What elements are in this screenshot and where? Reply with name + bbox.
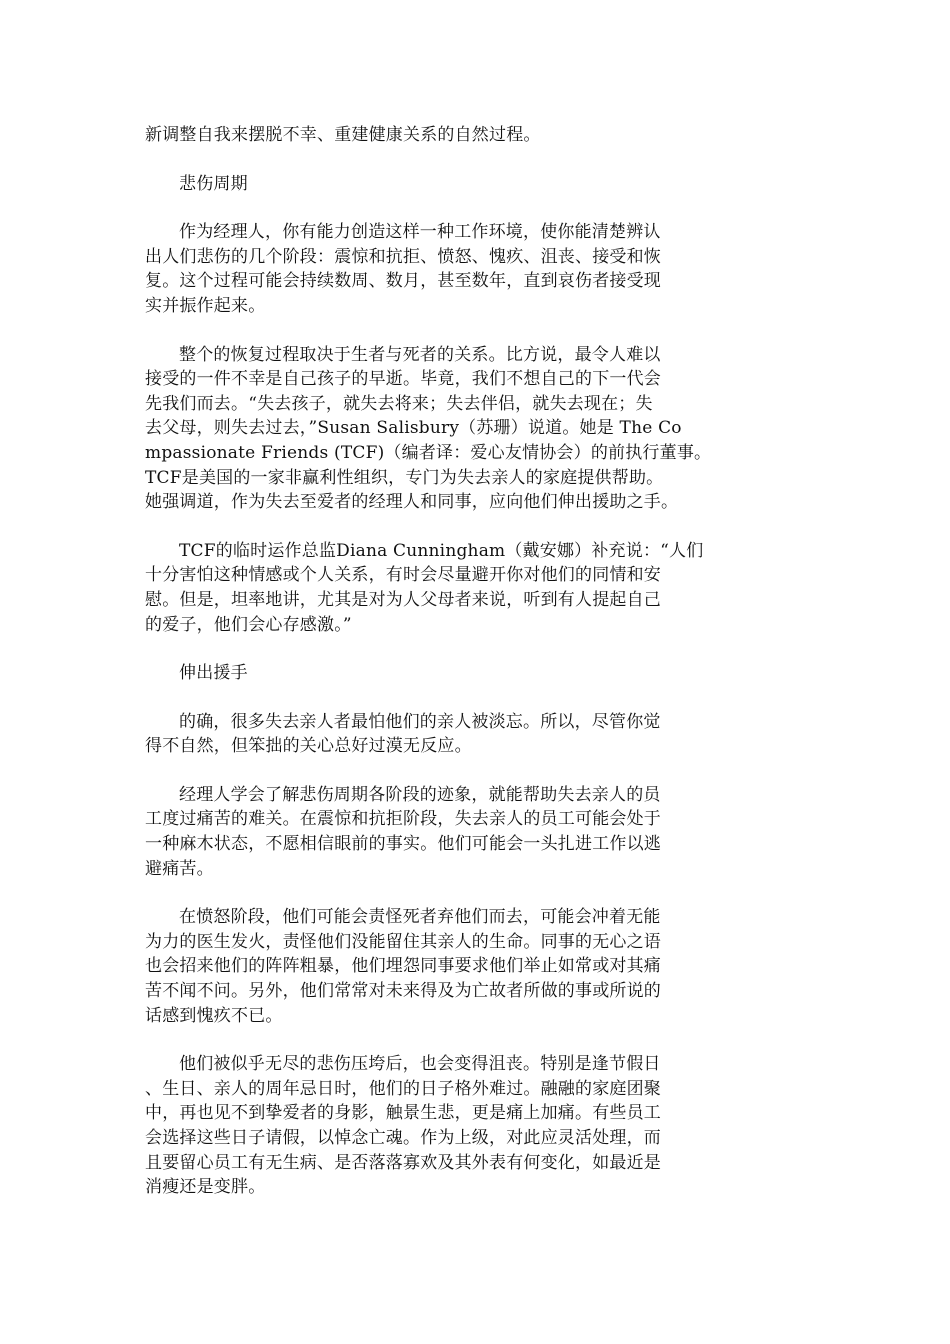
paragraph-continued xyxy=(145,123,745,148)
text-line: 出人们悲伤的几个阶段：震惊和抗拒、愤怒、愧疚、沮丧、接受和恢 xyxy=(145,246,661,267)
text-line: 先我们而去。“失去孩子，就失去将来；失去伴侣，就失去现在；失 xyxy=(145,393,653,414)
paragraph xyxy=(145,905,745,1028)
document-body xyxy=(145,123,745,1224)
text-line: 整个的恢复过程取决于生者与死者的关系。比方说，最令人难以 xyxy=(179,344,661,365)
paragraph xyxy=(145,710,745,759)
text-line: 也会招来他们的阵阵粗暴，他们埋怨同事要求他们举止如常或对其痛 xyxy=(145,956,661,977)
text-line: TCF是美国的一家非赢利性组织，专门为失去亲人的家庭提供帮助。 xyxy=(145,467,664,488)
text-line: 去父母，则失去过去，”Susan Salisbury（苏珊）说道。她是 The Co xyxy=(145,418,682,439)
paragraph xyxy=(145,343,745,515)
heading-text: 悲伤周期 xyxy=(179,173,248,194)
text-line: 新调整自我来摆脱不幸、重建健康关系的自然过程。 xyxy=(145,125,541,145)
text-line: 他们被似乎无尽的悲伤压垮后，也会变得沮丧。特别是逢节假日 xyxy=(179,1054,661,1075)
text-line: 慰。但是，坦率地讲，尤其是对为人父母者来说，听到有人提起自己 xyxy=(145,589,661,610)
text-line: 一种麻木状态，不愿相信眼前的事实。他们可能会一头扎进工作以逃 xyxy=(145,834,661,855)
text-line: 得不自然，但笨拙的关心总好过漠无反应。 xyxy=(145,736,472,757)
text-line: mpassionate Friends (TCF)（编者译：爱心友情协会）的前执行董事。 xyxy=(145,442,712,463)
paragraph xyxy=(145,539,745,637)
text-line: TCF的临时运作总监Diana Cunningham（戴安娜）补充说：“人们 xyxy=(179,540,704,561)
paragraph xyxy=(145,1052,745,1200)
text-line: 十分害怕这种情感或个人关系，有时会尽量避开你对他们的同情和安 xyxy=(145,565,661,586)
text-line: 接受的一件不幸是自己孩子的早逝。毕竟，我们不想自己的下一代会 xyxy=(145,369,661,390)
text-line: 在愤怒阶段，他们可能会责怪死者弃他们而去，可能会冲着无能 xyxy=(179,907,661,928)
text-line: 的爱子，他们会心存感激。” xyxy=(145,614,352,635)
paragraph xyxy=(145,220,745,318)
text-line: 为力的医生发火，责怪他们没能留住其亲人的生命。同事的无心之语 xyxy=(145,931,661,952)
text-line: 的确，很多失去亲人者最怕他们的亲人被淡忘。所以，尽管你觉 xyxy=(179,711,661,732)
heading-text: 伸出援手 xyxy=(179,663,248,684)
text-line: 话感到愧疚不已。 xyxy=(145,1005,283,1026)
text-line: 且要留心员工有无生病、是否落落寡欢及其外表有何变化，如最近是 xyxy=(145,1152,661,1173)
text-line: 消瘦还是变胖。 xyxy=(145,1177,266,1198)
text-line: 复。这个过程可能会持续数周、数月，甚至数年，直到哀伤者接受现 xyxy=(145,271,661,292)
text-line: 中，再也见不到挚爱者的身影，触景生悲，更是痛上加痛。有些员工 xyxy=(145,1103,661,1124)
section-heading-grief-cycle xyxy=(145,172,745,197)
text-line: 她强调道，作为失去至爱者的经理人和同事，应向他们伸出援助之手。 xyxy=(145,492,679,513)
section-heading-reach-out xyxy=(145,661,745,686)
text-line: 经理人学会了解悲伤周期各阶段的迹象，就能帮助失去亲人的员 xyxy=(179,784,661,805)
text-line: 工度过痛苦的难关。在震惊和抗拒阶段，失去亲人的员工可能会处于 xyxy=(145,809,661,830)
text-line: 实并振作起来。 xyxy=(145,295,266,316)
text-line: 苦不闻不问。另外，他们常常对未来得及为亡故者所做的事或所说的 xyxy=(145,981,661,1002)
text-line: 作为经理人，你有能力创造这样一种工作环境，使你能清楚辨认 xyxy=(179,222,661,243)
paragraph xyxy=(145,783,745,881)
text-line: 、生日、亲人的周年忌日时，他们的日子格外难过。融融的家庭团聚 xyxy=(145,1078,661,1099)
text-line: 避痛苦。 xyxy=(145,858,214,879)
text-line: 会选择这些日子请假，以悼念亡魂。作为上级，对此应灵活处理，而 xyxy=(145,1128,661,1148)
